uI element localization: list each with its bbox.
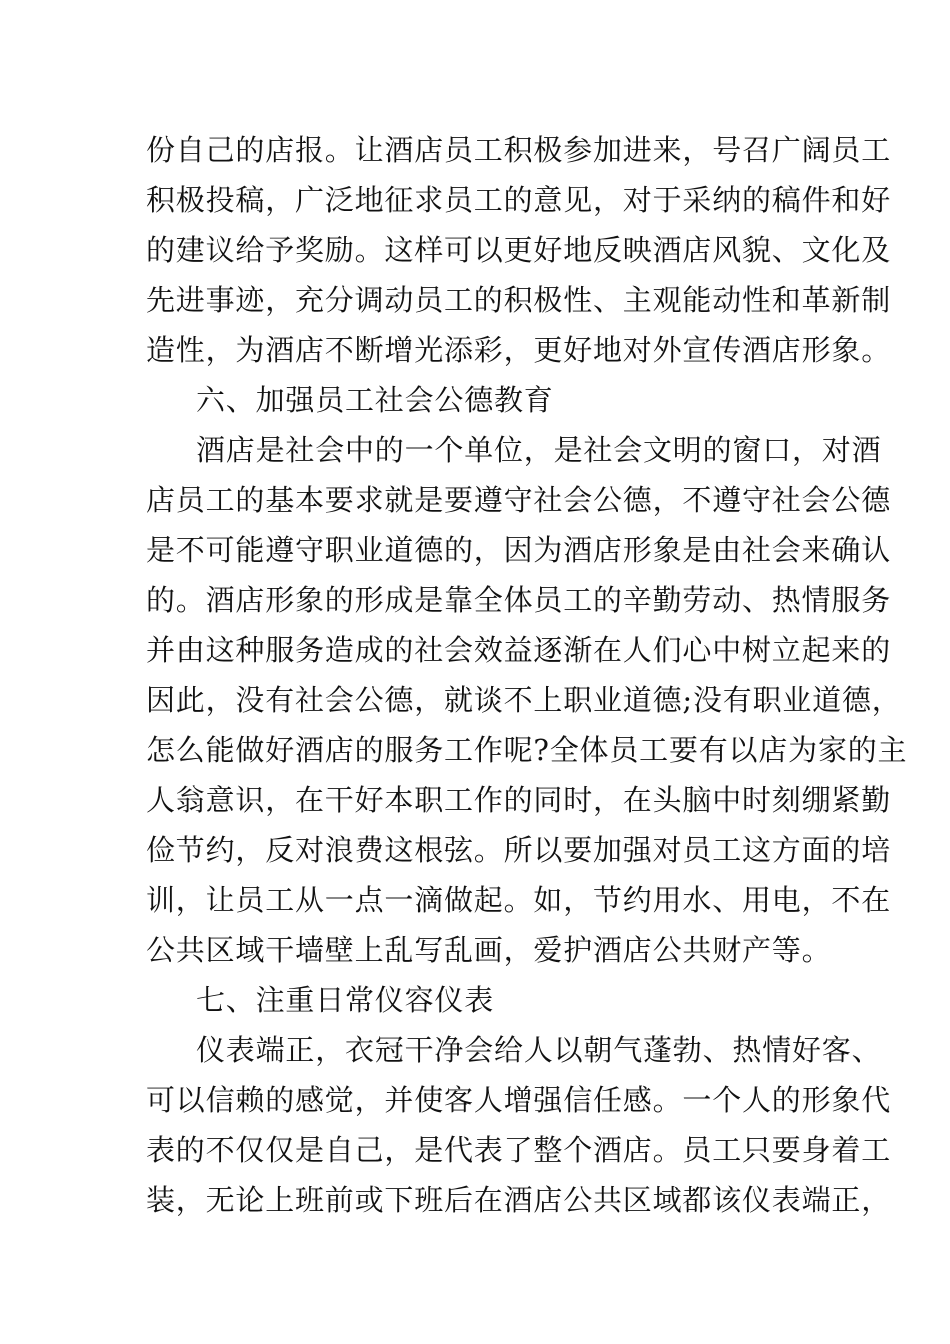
- body-text-line: 造性，为酒店不断增光添彩，更好地对外宣传酒店形象。: [146, 333, 892, 367]
- body-text-line: 店员工的基本要求就是要遵守社会公德，不遵守社会公德: [146, 483, 892, 517]
- body-text-line: 积极投稿，广泛地征求员工的意见，对于采纳的稿件和好: [146, 183, 892, 217]
- body-text-line: 可以信赖的感觉，并使客人增强信任感。一个人的形象代: [146, 1083, 892, 1117]
- body-text-line: 装，无论上班前或下班后在酒店公共区域都该仪表端正，: [146, 1183, 892, 1217]
- body-text-line: 因此，没有社会公德，就谈不上职业道德;没有职业道德，: [146, 683, 902, 717]
- body-text-line: 份自己的店报。让酒店员工积极参加进来，号召广阔员工: [146, 133, 892, 167]
- body-text-line: 人翁意识，在干好本职工作的同时，在头脑中时刻绷紧勤: [146, 783, 892, 817]
- paragraph-first-line: 酒店是社会中的一个单位，是社会文明的窗口，对酒: [196, 433, 882, 467]
- body-text-line: 先进事迹，充分调动员工的积极性、主观能动性和革新制: [146, 283, 892, 317]
- section-heading: 六、加强员工社会公德教育: [196, 383, 554, 417]
- body-text-line: 俭节约，反对浪费这根弦。所以要加强对员工这方面的培: [146, 833, 892, 867]
- body-text-line: 表的不仅仅是自己，是代表了整个酒店。员工只要身着工: [146, 1133, 892, 1167]
- section-heading: 七、注重日常仪容仪表: [196, 983, 495, 1017]
- body-text-line: 的。酒店形象的形成是靠全体员工的辛勤劳动、热情服务: [146, 583, 892, 617]
- paragraph-first-line: 仪表端正，衣冠干净会给人以朝气蓬勃、热情好客、: [196, 1033, 882, 1067]
- body-text-line: 训，让员工从一点一滴做起。如，节约用水、用电，不在: [146, 883, 892, 917]
- body-text-line: 怎么能做好酒店的服务工作呢?全体员工要有以店为家的主: [146, 733, 908, 767]
- body-text-line: 并由这种服务造成的社会效益逐渐在人们心中树立起来的: [146, 633, 892, 667]
- body-text-line: 的建议给予奖励。这样可以更好地反映酒店风貌、文化及: [146, 233, 892, 267]
- body-text-line: 是不可能遵守职业道德的，因为酒店形象是由社会来确认: [146, 533, 892, 567]
- body-text-line: 公共区域干墙壁上乱写乱画，爱护酒店公共财产等。: [146, 933, 832, 967]
